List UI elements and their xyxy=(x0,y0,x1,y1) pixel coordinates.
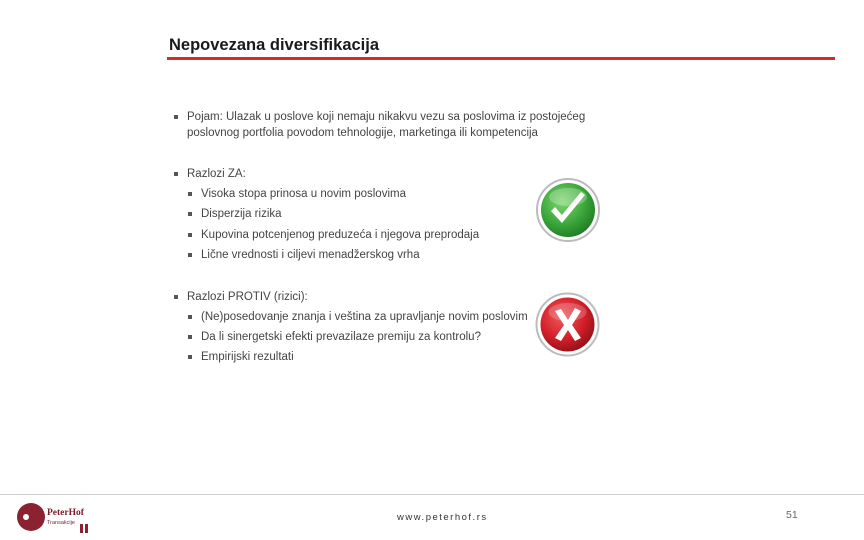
bullet-reasons-for xyxy=(187,165,246,183)
reasons-against-item-text: (Ne)posedovanje znanja i veština za upravljanje novim poslovim xyxy=(201,311,528,323)
footer-divider xyxy=(0,494,864,495)
x-icon xyxy=(534,291,601,358)
reasons-for-item-text: Lične vrednosti i ciljevi menadžerskog vrha xyxy=(201,249,420,261)
logo-bars xyxy=(80,520,90,538)
reasons-against-item xyxy=(201,328,481,346)
logo-name: PeterHof xyxy=(47,508,84,518)
logo-mark xyxy=(17,503,45,531)
slide-title: Nepovezana diversifikacija xyxy=(169,36,380,54)
logo-dot xyxy=(23,514,29,520)
reasons-against-item xyxy=(201,308,528,326)
reasons-for-item xyxy=(201,185,406,203)
reasons-for-item-text: Visoka stopa prinosa u novim poslovima xyxy=(201,188,406,200)
bullet-marker xyxy=(188,355,192,359)
reasons-against-item-text: Empirijski rezultati xyxy=(201,351,294,363)
bullet-definition-continuation xyxy=(187,124,538,142)
bullet-marker xyxy=(174,115,178,119)
reasons-for-item-text: Kupovina potcenjenog preduzeća i njegova preprodaja xyxy=(201,229,480,241)
title-underline xyxy=(167,57,835,60)
bullet-marker xyxy=(188,335,192,339)
bullet-marker xyxy=(174,295,178,299)
reasons-against-item xyxy=(201,348,294,366)
reasons-for-item xyxy=(201,226,479,244)
reasons-against-item-text: Da li sinergetski efekti prevazilaze premiju za kontrolu? xyxy=(201,331,481,343)
footer-url: www.peterhof.rs xyxy=(397,512,488,523)
bullet-marker xyxy=(188,212,192,216)
bullet-marker xyxy=(188,233,192,237)
reasons-for-label: Razlozi ZA: xyxy=(187,168,246,180)
bullet-reasons-against xyxy=(187,288,308,306)
page-number: 51 xyxy=(786,509,798,521)
bullet-definition-line-1: Pojam: Ulazak u poslove koji nemaju nikakvu vezu sa poslovima iz postojećeg xyxy=(187,111,586,123)
logo-subtitle: Transakcije xyxy=(47,520,75,526)
bullet-marker xyxy=(188,253,192,257)
check-icon xyxy=(534,176,602,244)
bullet-marker xyxy=(188,315,192,319)
bullet-marker xyxy=(174,172,178,176)
reasons-for-item xyxy=(201,205,282,223)
reasons-for-item xyxy=(201,246,420,264)
company-logo xyxy=(14,502,94,532)
bullet-marker xyxy=(188,192,192,196)
reasons-for-item-text: Disperzija rizika xyxy=(201,208,282,220)
reasons-against-label: Razlozi PROTIV (rizici): xyxy=(187,291,308,303)
bullet-definition-line-2: poslovnog portfolia povodom tehnologije, marketinga ili kompetencija xyxy=(187,127,538,139)
